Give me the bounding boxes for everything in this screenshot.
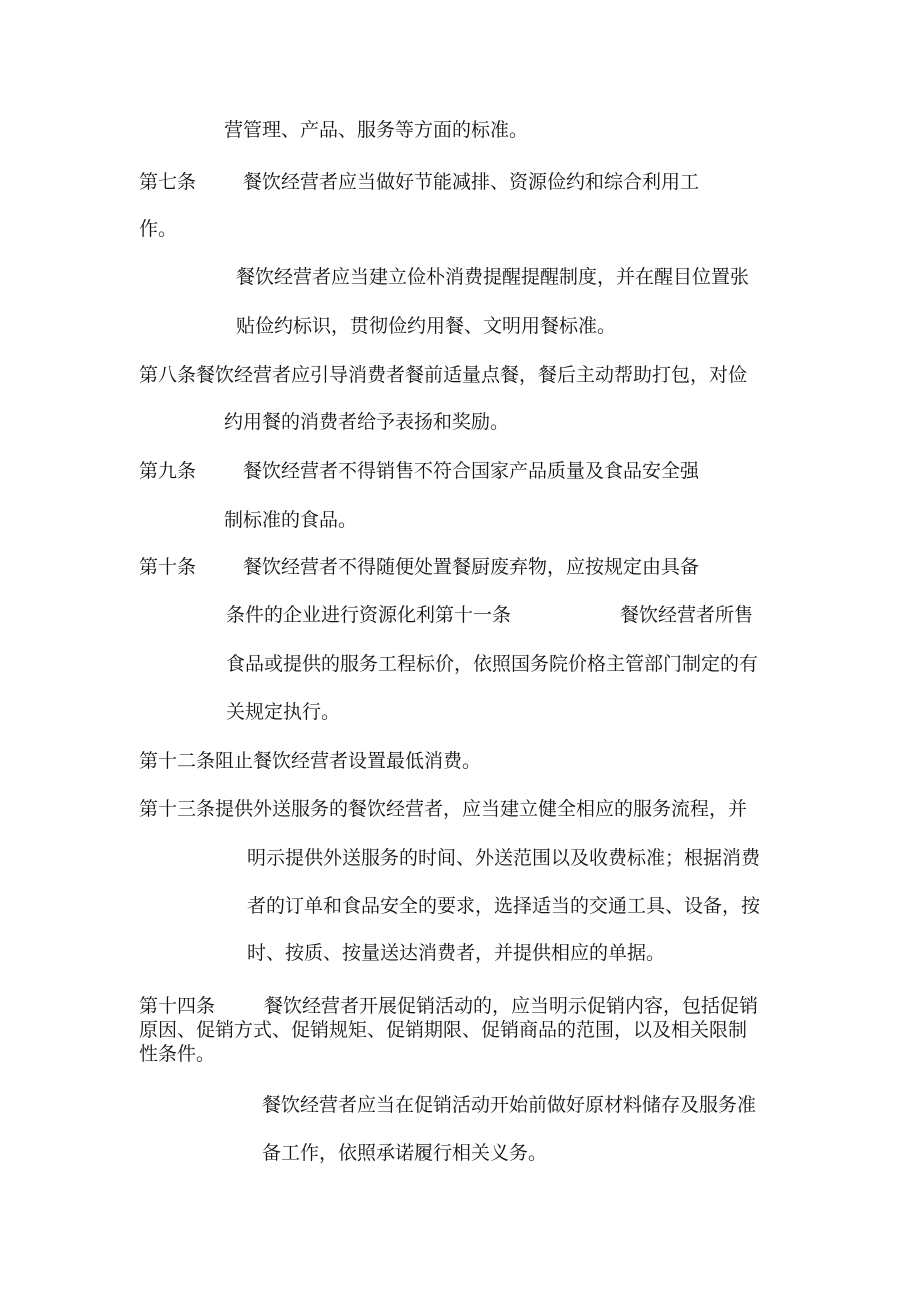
text-line: 餐饮经营者开展促销活动的，应当明示促销内容，包括促销 xyxy=(264,995,759,1017)
text-line: 第八条餐饮经营者应引导消费者餐前适量点餐，餐后主动帮助打包，对俭 xyxy=(139,364,748,386)
text-line: 餐饮经营者所售 xyxy=(620,604,754,626)
text-line: 明示提供外送服务的时间、外送范围以及收费标准；根据消费 xyxy=(247,847,761,869)
article-label: 第十四条 xyxy=(139,995,216,1017)
article-label: 第十条 xyxy=(139,556,197,578)
article-label: 第七条 xyxy=(139,171,197,193)
text-line: 原因、促销方式、促销规矩、促销期限、促销商品的范围，以及相关限制 xyxy=(139,1019,748,1041)
text-line: 约用餐的消费者给予表扬和奖励。 xyxy=(224,411,510,433)
text-line: 餐饮经营者应当在促销活动开始前做好原材料储存及服务准 xyxy=(262,1094,757,1116)
text-line: 餐饮经营者不得随便处置餐厨废弃物，应按规定由具备 xyxy=(243,556,700,578)
text-line: 制标准的食品。 xyxy=(224,509,358,531)
text-line: 条件的企业进行资源化利第十一条 xyxy=(226,604,512,626)
text-line: 性条件。 xyxy=(139,1043,216,1065)
text-line: 餐饮经营者应当做好节能减排、资源俭约和综合利用工 xyxy=(243,171,700,193)
text-line: 贴俭约标识，贯彻俭约用餐、文明用餐标准。 xyxy=(236,315,617,337)
text-line: 时、按质、按量送达消费者，并提供相应的单据。 xyxy=(247,942,666,964)
text-line: 者的订单和食品安全的要求，选择适当的交通工具、设备，按 xyxy=(247,895,761,917)
text-line: 第十三条提供外送服务的餐饮经营者，应当建立健全相应的服务流程，并 xyxy=(139,798,748,820)
text-line: 餐饮经营者应当建立俭朴消费提醒提醒制度，并在醒目位置张 xyxy=(236,266,750,288)
text-line: 作。 xyxy=(139,218,178,240)
article-label: 第九条 xyxy=(139,460,197,482)
text-line: 食品或提供的服务工程标价，依照国务院价格主管部门制定的有 xyxy=(226,653,759,675)
text-line: 关规定执行。 xyxy=(226,701,341,723)
text-line: 备工作，依照承诺履行相关义务。 xyxy=(262,1142,548,1164)
text-line: 餐饮经营者不得销售不符合国家产品质量及食品安全强 xyxy=(243,460,700,482)
text-line: 第十二条阻止餐饮经营者设置最低消费。 xyxy=(139,750,482,772)
text-line: 营管理、产品、服务等方面的标准。 xyxy=(224,119,529,141)
